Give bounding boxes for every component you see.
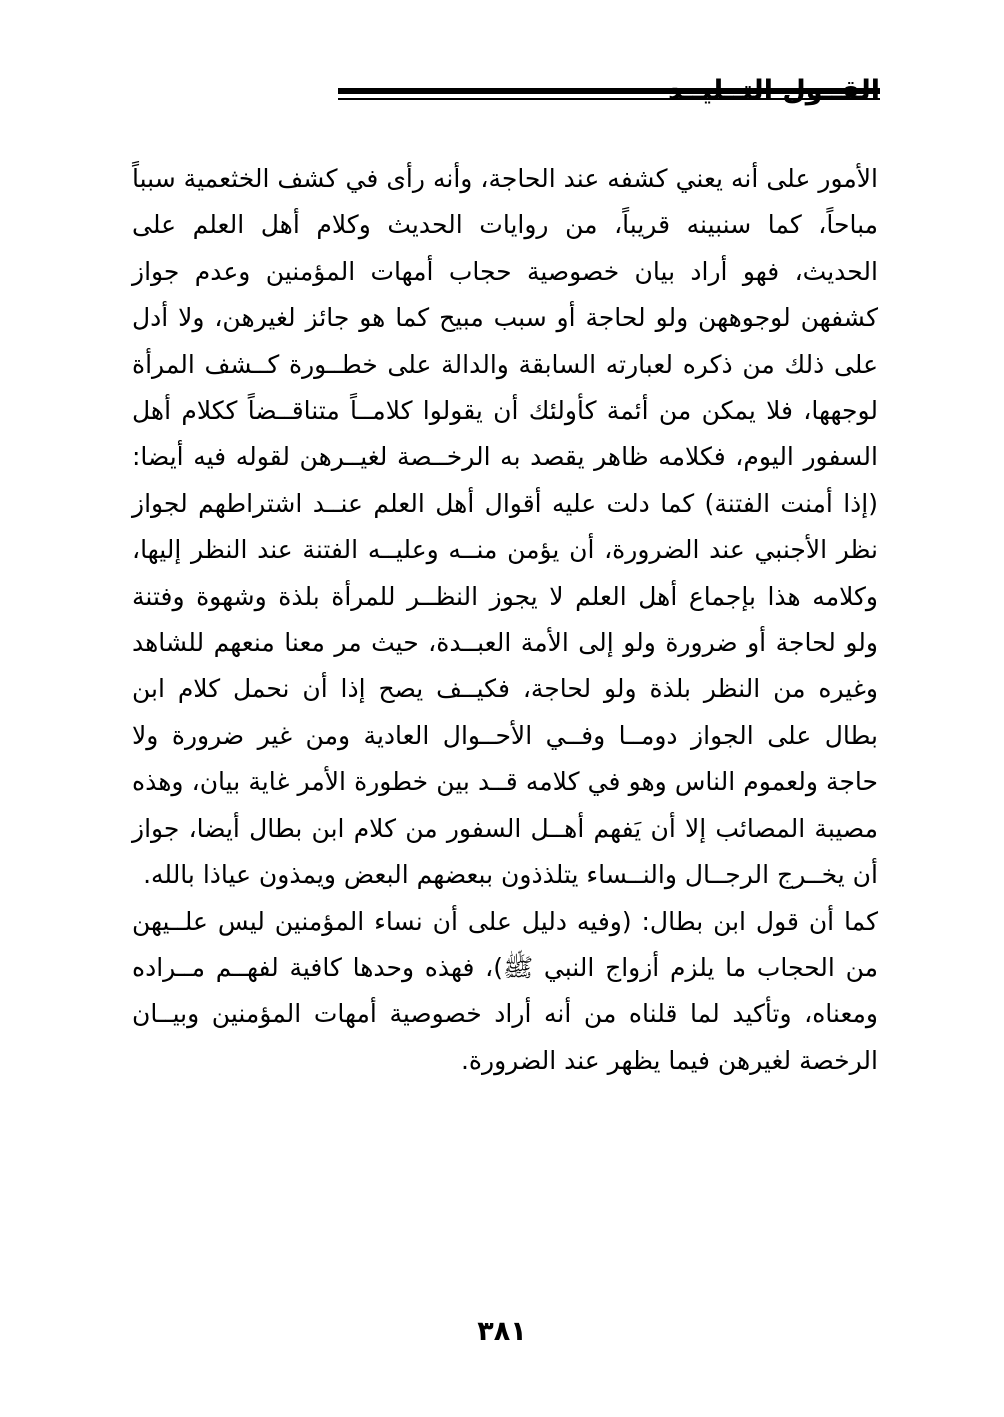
paragraph-1: الأمور على أنه يعني كشفه عند الحاجة، وأنه رأى في كشف الخثعمية سبباً مباحاً، كما سنبينه قريباً، من روايات الحديث وكلام أهل العلم على الحديث، فهو أراد بيان خصوصية حجاب أمهات المؤمنين وعدم جواز كشفهن لوجوههن ولو لحاجة أو سبب مبيح كما هو جائز لغيرهن، ولا أدل على ذلك من ذكره لعبارته السابقة والدالة على خطــورة كــشف المرأة لوجهها، فلا يمكن من أئمة كأولئك أن يقولوا كلامــاً متناقــضاً ككلام أهل السفور اليوم، فكلامه ظاهر يقصد به الرخــصة لغيــرهن لقوله فيه أيضا: (إذا أمنت الفتنة) كما دلت عليه أقوال أهل العلم عنــد اشتراطهم لجواز نظر الأجنبي عند الضرورة، أن يؤمن منــه وعليــه الفتنة عند النظر إليها، وكلامه هذا بإجماع أهل العلم لا يجوز النظــر للمرأة بلذة وشهوة وفتنة ولو لحاجة أو ضرورة ولو إلى الأمة العبــدة، حيث مر معنا منعهم للشاهد وغيره من النظر بلذة ولو لحاجة، فكيــف يصح إذا أن نحمل كلام ابن بطال على الجواز دومــا وفــي الأحــوال العادية ومن غير ضرورة ولا حاجة ولعموم الناس وهو في كلامه قــد بين خطورة الأمر غاية بيان، وهذه مصيبة المصائب إلا أن يَفهم أهــل السفور من كلام ابن بطال أيضا، جواز أن يخــرج الرجــال والنــساء يتلذذون ببعضهم البعض ويمذون عياذا بالله. <box>132 164 878 890</box>
body-text <box>132 156 878 1084</box>
running-title: القــول التــليــد <box>667 75 880 106</box>
page-number: ٣٨١ <box>477 1316 527 1347</box>
page-header <box>130 74 880 114</box>
paragraph-2: كما أن قول ابن بطال: (وفيه دليل على أن نساء المؤمنين ليس علــيهن من الحجاب ما يلزم أزواج النبي ﷺ)، فهذه وحدها كافية لفهــم مــراده ومعناه، وتأكيد لما قلناه من أنه أراد خصوصية أمهات المؤمنين وبيــان الرخصة لغيرهن فيما يظهر عند الضرورة. <box>132 906 878 1075</box>
